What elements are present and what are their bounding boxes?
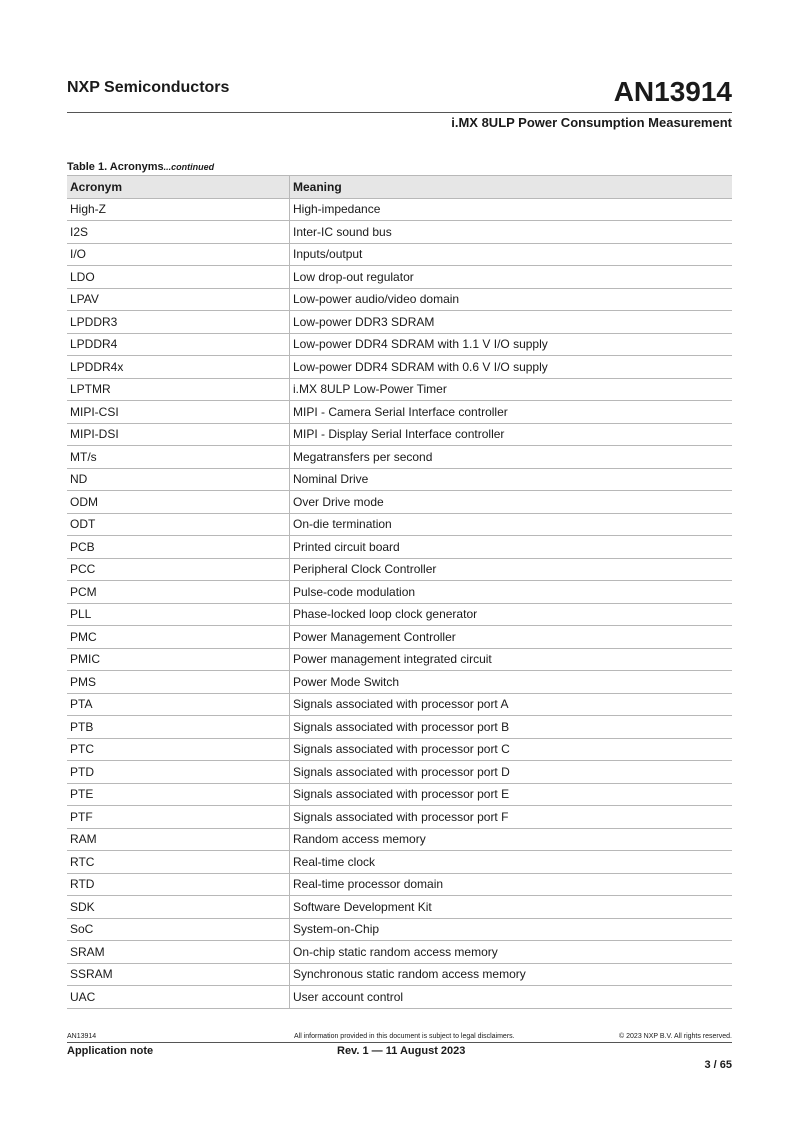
meaning-cell: Over Drive mode	[290, 491, 733, 514]
acronym-cell: SSRAM	[67, 963, 290, 986]
meaning-cell: Peripheral Clock Controller	[290, 558, 733, 581]
table-row	[67, 468, 732, 491]
acronym-cell: PLL	[67, 603, 290, 626]
meaning-cell: Inter-IC sound bus	[290, 221, 733, 244]
acronym-cell: SoC	[67, 918, 290, 941]
meaning-cell: MIPI - Camera Serial Interface controller	[290, 401, 733, 424]
table-row	[67, 693, 732, 716]
meaning-cell: i.MX 8ULP Low-Power Timer	[290, 378, 733, 401]
table-row	[67, 378, 732, 401]
acronym-cell: PTB	[67, 716, 290, 739]
acronym-cell: High-Z	[67, 198, 290, 221]
table-row	[67, 221, 732, 244]
table-row	[67, 446, 732, 469]
meaning-cell: Low-power audio/video domain	[290, 288, 733, 311]
acronym-cell: PTA	[67, 693, 290, 716]
acronym-cell: ND	[67, 468, 290, 491]
acronym-cell: PTC	[67, 738, 290, 761]
table-row	[67, 648, 732, 671]
footer-copyright: © 2023 NXP B.V. All rights reserved.	[619, 1033, 732, 1040]
meaning-cell: Real-time processor domain	[290, 873, 733, 896]
acronym-cell: SDK	[67, 896, 290, 919]
table-row	[67, 896, 732, 919]
meaning-cell: Power Mode Switch	[290, 671, 733, 694]
acronym-cell: LPTMR	[67, 378, 290, 401]
table-row	[67, 738, 732, 761]
table-row	[67, 513, 732, 536]
meaning-cell: Signals associated with processor port E	[290, 783, 733, 806]
table-row	[67, 806, 732, 829]
acronym-cell: PCM	[67, 581, 290, 604]
footer-revision: Rev. 1 — 11 August 2023	[337, 1045, 466, 1057]
acronym-cell: I/O	[67, 243, 290, 266]
meaning-cell: Signals associated with processor port D	[290, 761, 733, 784]
table-row	[67, 716, 732, 739]
table-row	[67, 783, 732, 806]
footer-divider	[67, 1042, 732, 1043]
acronym-cell: LPDDR3	[67, 311, 290, 334]
meaning-cell: Synchronous static random access memory	[290, 963, 733, 986]
meaning-cell: Random access memory	[290, 828, 733, 851]
table-row	[67, 918, 732, 941]
acronym-cell: PTD	[67, 761, 290, 784]
acronym-cell: RTC	[67, 851, 290, 874]
table-row	[67, 986, 732, 1009]
acronym-cell: LPAV	[67, 288, 290, 311]
table-row	[67, 491, 732, 514]
meaning-cell: Power management integrated circuit	[290, 648, 733, 671]
acronym-cell: PTE	[67, 783, 290, 806]
meaning-cell: Low-power DDR4 SDRAM with 0.6 V I/O supply	[290, 356, 733, 379]
table-header-row	[67, 176, 732, 199]
table-row	[67, 333, 732, 356]
meaning-cell: Printed circuit board	[290, 536, 733, 559]
page-number: 3 / 65	[704, 1059, 732, 1071]
table-row	[67, 311, 732, 334]
acronym-cell: MT/s	[67, 446, 290, 469]
meaning-cell: Nominal Drive	[290, 468, 733, 491]
table-row	[67, 423, 732, 446]
acronym-cell: MIPI-CSI	[67, 401, 290, 424]
meaning-cell: On-die termination	[290, 513, 733, 536]
acronym-cell: I2S	[67, 221, 290, 244]
acronym-cell: SRAM	[67, 941, 290, 964]
meaning-cell: High-impedance	[290, 198, 733, 221]
acronym-cell: LDO	[67, 266, 290, 289]
company-name: NXP Semiconductors	[67, 79, 230, 96]
table-row	[67, 851, 732, 874]
meaning-cell: On-chip static random access memory	[290, 941, 733, 964]
table-row	[67, 941, 732, 964]
meaning-cell: Low-power DDR4 SDRAM with 1.1 V I/O supply	[290, 333, 733, 356]
meaning-cell: Inputs/output	[290, 243, 733, 266]
table-row	[67, 963, 732, 986]
meaning-cell: Phase-locked loop clock generator	[290, 603, 733, 626]
table-row	[67, 288, 732, 311]
column-header-acronym: Acronym	[67, 176, 290, 199]
document-title: i.MX 8ULP Power Consumption Measurement	[451, 115, 732, 130]
acronym-cell: RAM	[67, 828, 290, 851]
header-divider	[67, 112, 732, 113]
acronym-cell: PCC	[67, 558, 290, 581]
table-caption-title: Table 1. Acronyms	[67, 161, 164, 173]
acronyms-table	[67, 175, 732, 1009]
acronym-cell: PCB	[67, 536, 290, 559]
acronym-cell: LPDDR4	[67, 333, 290, 356]
table-row	[67, 401, 732, 424]
table-row	[67, 828, 732, 851]
acronym-cell: PMIC	[67, 648, 290, 671]
meaning-cell: Software Development Kit	[290, 896, 733, 919]
footer-document-id: AN13914	[67, 1033, 97, 1040]
meaning-cell: MIPI - Display Serial Interface controller	[290, 423, 733, 446]
table-row	[67, 558, 732, 581]
acronym-cell: RTD	[67, 873, 290, 896]
acronym-cell: ODM	[67, 491, 290, 514]
meaning-cell: Signals associated with processor port B	[290, 716, 733, 739]
meaning-cell: Megatransfers per second	[290, 446, 733, 469]
document-id: AN13914	[613, 76, 732, 107]
column-header-meaning: Meaning	[290, 176, 733, 199]
meaning-cell: Pulse-code modulation	[290, 581, 733, 604]
acronym-cell: MIPI-DSI	[67, 423, 290, 446]
meaning-cell: Power Management Controller	[290, 626, 733, 649]
meaning-cell: Signals associated with processor port C	[290, 738, 733, 761]
acronym-cell: LPDDR4x	[67, 356, 290, 379]
acronym-cell: PMC	[67, 626, 290, 649]
meaning-cell: Signals associated with processor port A	[290, 693, 733, 716]
acronym-cell: PMS	[67, 671, 290, 694]
meaning-cell: System-on-Chip	[290, 918, 733, 941]
meaning-cell: User account control	[290, 986, 733, 1009]
table-row	[67, 243, 732, 266]
table-row	[67, 761, 732, 784]
footer-disclaimer: All information provided in this document is subject to legal disclaimers.	[294, 1033, 515, 1040]
table-row	[67, 536, 732, 559]
table-row	[67, 356, 732, 379]
acronym-cell: PTF	[67, 806, 290, 829]
table-row	[67, 873, 732, 896]
table-row	[67, 581, 732, 604]
footer-document-type: Application note	[67, 1045, 154, 1057]
table-body	[67, 198, 732, 1008]
table-row	[67, 603, 732, 626]
table-caption	[67, 161, 214, 173]
acronym-cell: ODT	[67, 513, 290, 536]
meaning-cell: Real-time clock	[290, 851, 733, 874]
table-row	[67, 671, 732, 694]
table-row	[67, 266, 732, 289]
acronym-cell: UAC	[67, 986, 290, 1009]
meaning-cell: Low drop-out regulator	[290, 266, 733, 289]
table-row	[67, 198, 732, 221]
table-caption-continued: ...continued	[163, 162, 215, 172]
meaning-cell: Signals associated with processor port F	[290, 806, 733, 829]
meaning-cell: Low-power DDR3 SDRAM	[290, 311, 733, 334]
table-row	[67, 626, 732, 649]
